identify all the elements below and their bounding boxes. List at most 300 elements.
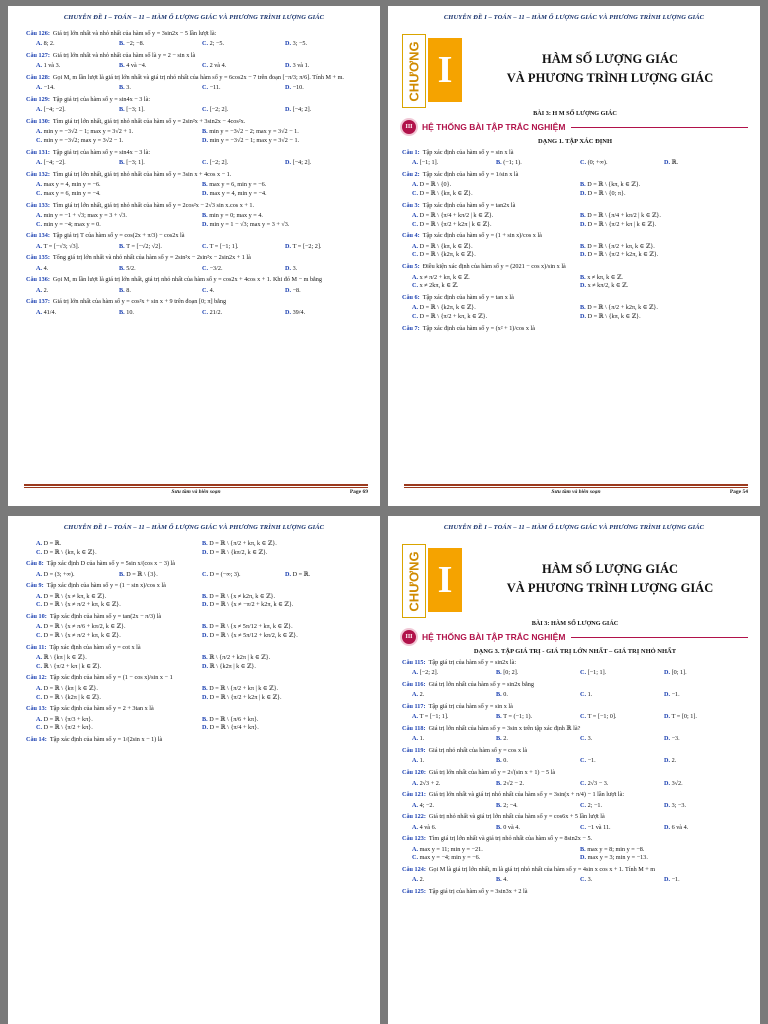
question-text: Tập xác định của hàm số y = 1/sin x là — [422, 171, 519, 179]
answer-option[interactable] — [580, 854, 748, 863]
question-text: Gọi M, m lần lượt là giá trị lớn nhất và giá trị nhỏ nhất của hàm số y = 6cos2x − 7 trên đoạn [−π/3; π/6]. Tính M + m. — [52, 74, 344, 82]
answer-option[interactable] — [580, 669, 664, 678]
lesson-title: BÀI 3: H M SỐ LƯỢNG GIÁC — [533, 110, 617, 117]
option-letter: C. — [36, 693, 44, 701]
option-text: 4. — [503, 876, 508, 884]
answer-option[interactable] — [412, 159, 496, 168]
option-text: D = (3; +∞). — [43, 570, 75, 578]
answer-option[interactable] — [496, 159, 580, 168]
answer-option[interactable] — [202, 685, 368, 694]
option-text: 2√3 + 2. — [419, 779, 441, 787]
answer-option[interactable] — [664, 876, 748, 885]
answer-option[interactable] — [580, 181, 748, 190]
option-letter: C. — [202, 84, 210, 92]
answer-options — [26, 243, 368, 252]
answer-option[interactable] — [202, 84, 285, 93]
answer-option[interactable] — [202, 623, 368, 632]
question-text: Tìm giá trị lớn nhất, giá trị nhỏ nhất của hàm số y = 2sin²x + 3sin2x − 4cos²x. — [52, 118, 246, 126]
option-text: D = ℝ \ {π/4 + kπ/2 | k ∈ ℤ}. — [587, 212, 661, 220]
answer-option[interactable] — [119, 84, 202, 93]
answer-option[interactable] — [285, 265, 368, 274]
answer-option[interactable] — [119, 243, 202, 252]
answer-option[interactable] — [412, 854, 580, 863]
answer-options — [402, 304, 748, 321]
section-badge: III — [402, 630, 416, 644]
answer-options — [402, 846, 748, 863]
question-text: Tìm giá trị lớn nhất, giá trị nhỏ nhất của hàm số y = 3sin x + 4cos x − 1. — [52, 170, 232, 178]
answer-option[interactable] — [202, 221, 368, 230]
page-number: Page 54 — [729, 489, 748, 495]
answer-option[interactable] — [580, 876, 664, 885]
answer-option[interactable] — [36, 593, 202, 602]
answer-option[interactable] — [496, 713, 580, 722]
question-text: Giá trị lớn nhất của hàm số y = cos²x + sin x + 9 trên đoạn [0; π] bằng — [52, 298, 227, 306]
option-text: −14. — [43, 84, 55, 92]
answer-option[interactable] — [496, 802, 580, 811]
option-text: 3. — [126, 84, 131, 92]
question-text: Giá trị lớn nhất và nhỏ nhất của hàm số là y = 2 − sin x là — [52, 52, 196, 60]
answer-option[interactable] — [285, 243, 368, 252]
answer-options — [402, 824, 748, 833]
answer-option[interactable] — [580, 243, 748, 252]
answer-option[interactable] — [580, 282, 748, 291]
question-number: Câu 11: — [26, 643, 47, 651]
option-letter: A. — [36, 684, 44, 692]
answer-option[interactable] — [285, 62, 368, 71]
answer-option[interactable] — [580, 713, 664, 722]
question-text: Giá trị lớn nhất của hàm số y = sin2x bằng — [428, 681, 534, 689]
chapter-banner — [402, 544, 748, 616]
option-letter: B. — [119, 106, 127, 114]
answer-option[interactable] — [496, 757, 580, 766]
question-text: Giá trị lớn nhất và nhỏ nhất của hàm số y = 3sin2x − 5 lần lượt là: — [52, 30, 217, 37]
option-text: min y = −3√2 − 1; max y = 3√2 + 1. — [43, 128, 134, 136]
answer-option[interactable] — [664, 735, 748, 744]
option-letter: B. — [580, 212, 588, 220]
answer-option[interactable] — [202, 128, 368, 137]
answer-option[interactable] — [412, 691, 496, 700]
answer-option[interactable] — [664, 159, 748, 168]
question-number: Câu 8: — [26, 560, 44, 568]
question — [402, 888, 748, 896]
answer-option[interactable] — [285, 287, 368, 296]
question — [26, 298, 368, 306]
answer-option[interactable] — [412, 313, 580, 322]
option-text: 6 và 4. — [671, 823, 689, 831]
answer-options — [402, 691, 748, 700]
answer-options — [26, 106, 368, 115]
answer-option[interactable] — [580, 691, 664, 700]
answer-option[interactable] — [580, 251, 748, 260]
answer-options — [26, 212, 368, 229]
option-letter: B. — [496, 801, 504, 809]
answer-option[interactable] — [412, 757, 496, 766]
question-number: Câu 124: — [402, 865, 426, 873]
answer-option[interactable] — [36, 287, 119, 296]
option-letter: B. — [119, 286, 127, 294]
answer-option[interactable] — [285, 84, 368, 93]
option-letter: D. — [285, 159, 293, 167]
answer-option[interactable] — [580, 274, 748, 283]
answer-option[interactable] — [202, 694, 368, 703]
answer-option[interactable] — [496, 824, 580, 833]
answer-option[interactable] — [496, 669, 580, 678]
answer-option[interactable] — [36, 540, 202, 549]
option-letter: A. — [412, 212, 420, 220]
option-text: 3 và 1. — [292, 62, 310, 70]
option-letter: A. — [36, 264, 44, 272]
option-text: −11. — [209, 84, 221, 92]
option-text: 4. — [209, 286, 215, 294]
answer-option[interactable] — [412, 221, 580, 230]
option-letter: C. — [202, 286, 210, 294]
answer-option[interactable] — [36, 243, 119, 252]
option-letter: D. — [580, 312, 588, 320]
question — [26, 736, 368, 744]
answer-option[interactable] — [119, 287, 202, 296]
answer-option[interactable] — [412, 190, 580, 199]
option-text: 2√2 − 2. — [503, 779, 525, 787]
option-text: 0. — [503, 691, 508, 699]
option-letter: D. — [285, 286, 293, 294]
answer-option[interactable] — [36, 106, 119, 115]
answer-option[interactable] — [36, 62, 119, 71]
page-header: CHUYÊN ĐỀ I – TOÁN – 11 – HÀM Ố LƯỢNG GIÁC VÀ PHƯƠNG TRÌNH LƯỢNG GIÁC — [443, 14, 705, 21]
option-letter: C. — [412, 854, 420, 862]
option-text: −3/2. — [209, 264, 223, 272]
answer-option[interactable] — [202, 601, 368, 610]
option-letter: A. — [36, 540, 44, 547]
answer-option[interactable] — [202, 137, 368, 146]
answer-option[interactable] — [496, 691, 580, 700]
answer-option[interactable] — [36, 212, 202, 221]
answer-option[interactable] — [412, 251, 580, 260]
section-title: HỆ THỐNG BÀI TẬP TRẮC NGHIỆM — [422, 122, 566, 132]
answer-option[interactable] — [412, 274, 580, 283]
answer-option[interactable] — [580, 846, 748, 855]
answer-option[interactable] — [202, 212, 368, 221]
answer-option[interactable] — [36, 128, 202, 137]
answer-option[interactable] — [664, 669, 748, 678]
option-text: D = ℝ \ {x ≠ −π/2 + k2π, k ∈ ℤ}. — [209, 601, 294, 609]
answer-option[interactable] — [202, 62, 285, 71]
option-text: T = [−√2; √2]. — [126, 242, 162, 250]
answer-options — [402, 713, 748, 722]
answer-option[interactable] — [412, 802, 496, 811]
answer-option[interactable] — [119, 265, 202, 274]
option-text: 3. — [292, 264, 298, 272]
question-text: Tập xác định của hàm số y = sin x là — [422, 149, 514, 156]
question — [26, 171, 368, 179]
option-text: min y = −3√2; max y = 3√2 − 1. — [43, 137, 124, 145]
question-number: Câu 5: — [402, 263, 420, 271]
answer-option[interactable] — [119, 159, 202, 168]
option-letter: C. — [202, 242, 210, 250]
answer-option[interactable] — [36, 549, 202, 558]
answer-option[interactable] — [580, 159, 664, 168]
answer-option[interactable] — [36, 137, 202, 146]
option-letter: B. — [119, 159, 127, 167]
option-text: 2√3 − 3. — [587, 779, 609, 787]
answer-option[interactable] — [285, 159, 368, 168]
question-number: Câu 136: — [26, 276, 50, 284]
answer-options — [26, 623, 368, 640]
option-letter: C. — [412, 312, 420, 320]
answer-option[interactable] — [202, 654, 368, 663]
question-text: Giá trị lớn nhất của hàm số y = 3sin x trên tập xác định ℝ là? — [428, 725, 581, 733]
option-text: min y = −3√2 − 2; max y = 3√2 − 1. — [209, 128, 299, 136]
answer-option[interactable] — [412, 669, 496, 678]
option-letter: C. — [36, 189, 44, 197]
answer-option[interactable] — [412, 846, 580, 855]
answer-option[interactable] — [36, 663, 202, 672]
answer-option[interactable] — [664, 780, 748, 789]
option-letter: B. — [496, 691, 504, 699]
answer-option[interactable] — [664, 713, 748, 722]
question-list — [26, 540, 368, 746]
question-text: Tập xác định của hàm số y = tan2x là — [422, 201, 516, 209]
option-text: x ≠ π/2 + kπ, k ∈ ℤ. — [419, 273, 470, 281]
option-letter: A. — [36, 40, 44, 48]
answer-option[interactable] — [496, 780, 580, 789]
question-text: Giá trị lớn nhất và giá trị nhỏ nhất của hàm số y = 3sin(x + π/4) − 1 lần lượt là: — [428, 791, 625, 799]
option-letter: C. — [580, 757, 588, 765]
option-letter: B. — [202, 715, 210, 723]
answer-option[interactable] — [202, 309, 285, 318]
answer-option[interactable] — [580, 313, 748, 322]
option-text: [−4; 2]. — [292, 159, 312, 167]
option-text: T = (−1; 1). — [503, 713, 533, 721]
question-number: Câu 135: — [26, 254, 50, 262]
answer-option[interactable] — [119, 309, 202, 318]
option-letter: B. — [580, 273, 588, 281]
answer-option[interactable] — [36, 685, 202, 694]
option-text: D = ℝ \ {π/2 + k2π, k ∈ ℤ}. — [587, 304, 658, 312]
answer-option[interactable] — [580, 190, 748, 199]
question — [26, 613, 368, 621]
answer-option[interactable] — [664, 757, 748, 766]
answer-option[interactable] — [202, 571, 285, 580]
option-text: [−4; 2]. — [292, 106, 312, 114]
option-letter: C. — [580, 823, 588, 831]
question-text: Tập xác định D của hàm số y = 5sin x/(cos x − 3) là — [46, 560, 176, 568]
option-letter: A. — [36, 592, 44, 600]
answer-option[interactable] — [36, 40, 119, 49]
option-text: max y = −4; min y = −6. — [419, 854, 481, 862]
question-number: Câu 117: — [402, 703, 426, 711]
question-text: Giá trị lớn nhất của hàm số y = 2√(sin x + 1) − 5 là — [428, 769, 556, 777]
option-text: D = ℝ \ {kπ, k ∈ ℤ}. — [419, 190, 473, 198]
option-letter: D. — [664, 876, 672, 884]
answer-option[interactable] — [412, 243, 580, 252]
answer-option[interactable] — [285, 309, 368, 318]
option-letter: B. — [202, 623, 210, 631]
answer-option[interactable] — [202, 265, 285, 274]
option-letter: B. — [119, 242, 127, 250]
answer-options — [402, 735, 748, 744]
answer-option[interactable] — [580, 780, 664, 789]
answer-option[interactable] — [664, 802, 748, 811]
option-text: 5/2. — [126, 264, 136, 272]
answer-option[interactable] — [496, 735, 580, 744]
answer-option[interactable] — [202, 540, 368, 549]
answer-option[interactable] — [202, 287, 285, 296]
answer-option[interactable] — [580, 212, 748, 221]
answer-option[interactable] — [412, 876, 496, 885]
question-text: Tập xác định của hàm số y = tan(2x − π/3) là — [49, 613, 162, 621]
page-header: CHUYÊN ĐỀ I – TOÁN – 11 – HÀM Ố LƯỢNG GIÁC VÀ PHƯƠNG TRÌNH LƯỢNG GIÁC — [63, 524, 325, 531]
option-text: min y = 0; max y = 4. — [209, 211, 263, 219]
answer-option[interactable] — [202, 243, 285, 252]
option-text: [−4; −2]. — [43, 106, 66, 114]
question-text: Tập giá trị của hàm số y = sin4x − 3 là: — [52, 148, 151, 156]
question-number: Câu 14: — [26, 735, 47, 743]
answer-option[interactable] — [119, 40, 202, 49]
option-text: 4. — [43, 264, 49, 272]
answer-option[interactable] — [580, 824, 664, 833]
answer-option[interactable] — [36, 84, 119, 93]
answer-options — [402, 159, 748, 168]
answer-option[interactable] — [36, 571, 119, 580]
question — [26, 582, 368, 590]
answer-option[interactable] — [202, 40, 285, 49]
option-letter: D. — [664, 691, 672, 699]
answer-option[interactable] — [202, 593, 368, 602]
option-letter: A. — [412, 273, 420, 281]
answer-option[interactable] — [664, 824, 748, 833]
question — [26, 52, 368, 60]
option-letter: A. — [36, 128, 44, 136]
answer-option[interactable] — [36, 181, 202, 190]
answer-option[interactable] — [412, 304, 580, 313]
option-letter: A. — [36, 286, 44, 294]
option-text: −1. — [587, 757, 596, 765]
answer-option[interactable] — [580, 304, 748, 313]
option-letter: A. — [36, 242, 44, 250]
answer-option[interactable] — [580, 757, 664, 766]
answer-option[interactable] — [412, 735, 496, 744]
answer-option[interactable] — [285, 571, 368, 580]
answer-option[interactable] — [285, 106, 368, 115]
option-letter: B. — [202, 654, 210, 662]
question — [402, 171, 748, 179]
option-text: D = ℝ \ {π/2 + kπ | k ∈ ℤ}. — [209, 684, 279, 692]
option-text: D = ℝ \ {kπ, k ∈ ℤ}. — [587, 181, 641, 189]
answer-option[interactable] — [202, 716, 368, 725]
answer-option[interactable] — [119, 62, 202, 71]
answer-option[interactable] — [580, 802, 664, 811]
option-letter: B. — [496, 876, 504, 884]
answer-option[interactable] — [36, 654, 202, 663]
option-letter: B. — [119, 62, 127, 70]
question-number: Câu 131: — [26, 148, 50, 156]
option-text: 2. — [43, 286, 49, 294]
chapter-banner — [402, 34, 748, 106]
answer-option[interactable] — [580, 735, 664, 744]
option-text: [−2; 2]. — [419, 669, 439, 677]
answer-option[interactable] — [202, 632, 368, 641]
answer-option[interactable] — [664, 691, 748, 700]
answer-option[interactable] — [202, 106, 285, 115]
option-text: D = ℝ \ {kπ, k ∈ ℤ}. — [419, 242, 473, 250]
answer-option[interactable] — [202, 159, 285, 168]
question-number: Câu 125: — [402, 887, 426, 895]
option-letter: D. — [285, 242, 293, 250]
option-letter: C. — [412, 190, 420, 198]
option-letter: D. — [664, 669, 672, 677]
answer-option[interactable] — [36, 309, 119, 318]
answer-option[interactable] — [412, 282, 580, 291]
answer-option[interactable] — [202, 549, 368, 558]
answer-option[interactable] — [202, 663, 368, 672]
question — [402, 149, 748, 157]
option-letter: B. — [202, 128, 210, 136]
answer-option[interactable] — [580, 221, 748, 230]
question-list — [402, 659, 748, 896]
answer-options — [26, 181, 368, 198]
option-text: 8. — [126, 286, 131, 294]
answer-option[interactable] — [412, 824, 496, 833]
question-text: Tổng giá trị lớn nhất và nhỏ nhất của hàm số y = 2sin²x − 2sin²x − 2sin2x + 1 là — [52, 254, 251, 262]
question — [402, 866, 748, 874]
answer-option[interactable] — [36, 623, 202, 632]
option-letter: B. — [580, 845, 588, 853]
option-text: [−1; 1]. — [419, 159, 439, 167]
answer-option[interactable] — [119, 106, 202, 115]
question — [26, 149, 368, 157]
option-letter: A. — [36, 211, 44, 219]
answer-options — [402, 669, 748, 678]
answer-option[interactable] — [36, 159, 119, 168]
option-text: D = ℝ \ {π/2 + k2π | k ∈ ℤ}. — [419, 220, 492, 228]
answer-option[interactable] — [119, 571, 202, 580]
answer-option[interactable] — [36, 601, 202, 610]
option-letter: B. — [119, 308, 127, 316]
chapter-title: HÀM SỐ LƯỢNG GIÁC VÀ PHƯƠNG TRÌNH LƯỢNG GIÁC — [506, 52, 714, 85]
option-text: max y = 6, min y = −4. — [43, 189, 101, 197]
option-text: [0; 2]. — [503, 669, 519, 677]
question-text: Tập giá trị của hàm số y = sin2x là: — [428, 659, 517, 666]
answer-option[interactable] — [202, 190, 368, 199]
answer-options — [402, 780, 748, 789]
question — [26, 254, 368, 262]
option-text: D = ℝ \ {π/4 + kπ/2 | k ∈ ℤ}. — [419, 212, 494, 220]
answer-option[interactable] — [412, 212, 580, 221]
answer-option[interactable] — [36, 724, 202, 733]
option-text: T = [−1; 1]. — [419, 713, 449, 721]
chapter-numeral-box — [428, 548, 462, 612]
answer-option[interactable] — [412, 181, 580, 190]
answer-option[interactable] — [412, 780, 496, 789]
option-letter: D. — [664, 823, 672, 831]
answer-option[interactable] — [36, 221, 202, 230]
question — [26, 644, 368, 652]
question — [402, 835, 748, 843]
answer-option[interactable] — [202, 181, 368, 190]
answer-option[interactable] — [36, 190, 202, 199]
answer-option[interactable] — [202, 724, 368, 733]
answer-option[interactable] — [36, 694, 202, 703]
answer-option[interactable] — [36, 265, 119, 274]
answer-option[interactable] — [36, 716, 202, 725]
option-text: 4; −2. — [419, 801, 435, 809]
answer-option[interactable] — [496, 876, 580, 885]
answer-option[interactable] — [412, 713, 496, 722]
answer-option[interactable] — [285, 40, 368, 49]
option-letter: B. — [496, 823, 504, 831]
answer-option[interactable] — [36, 632, 202, 641]
option-letter: B. — [202, 181, 210, 189]
